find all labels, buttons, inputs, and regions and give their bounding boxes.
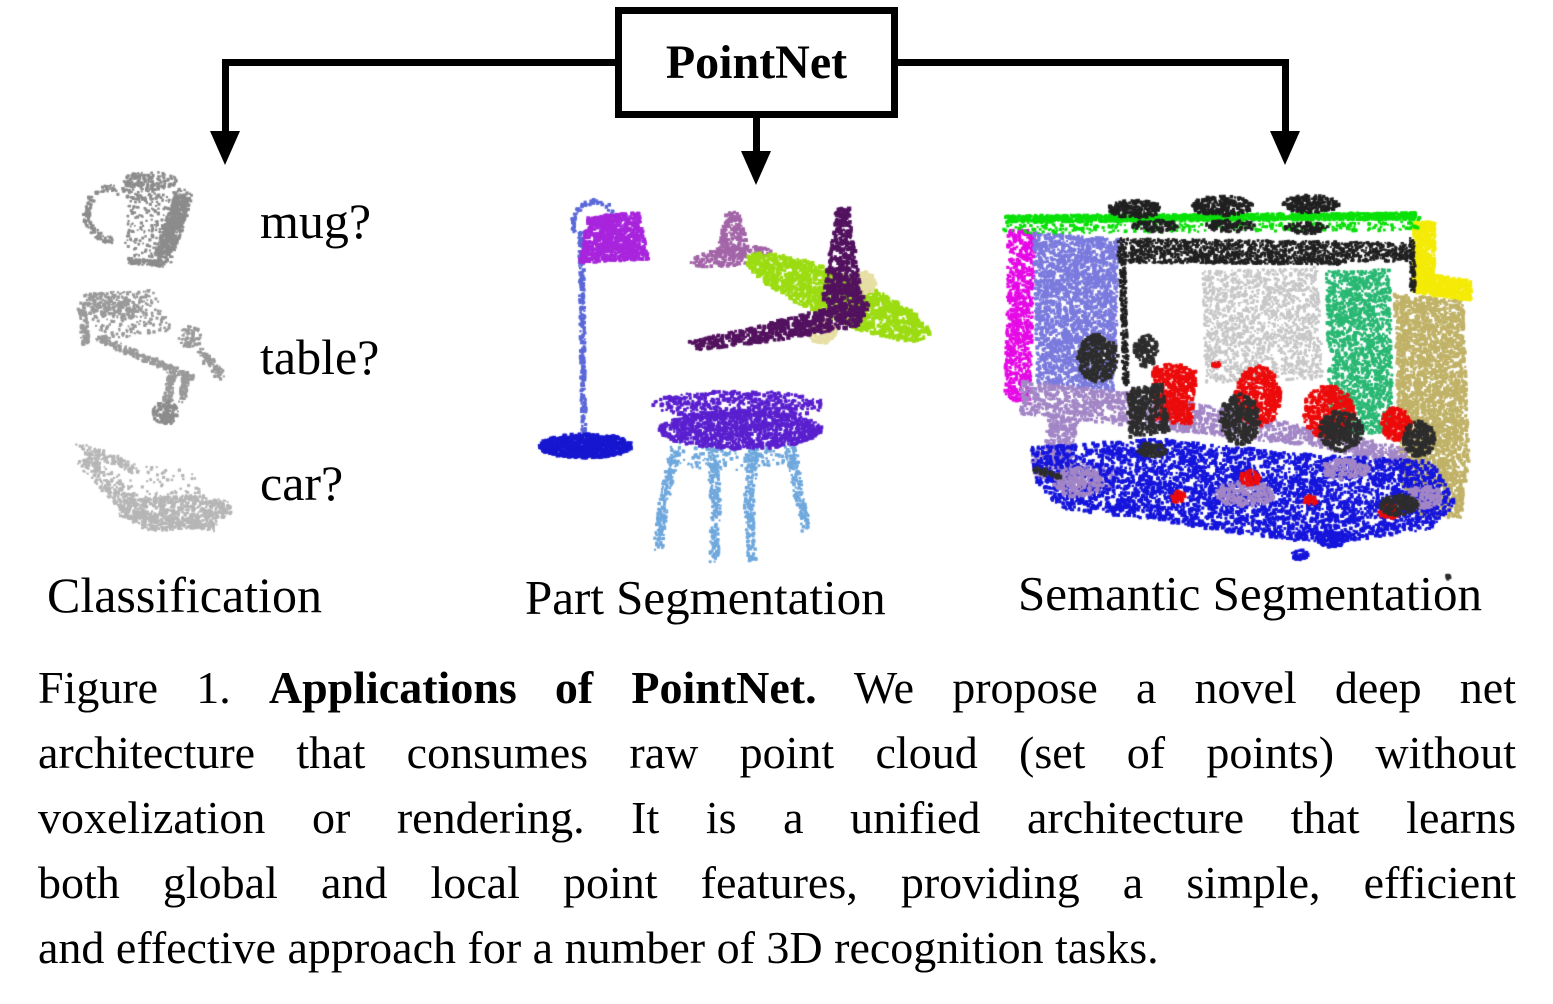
caption-figure-number: Figure 1. [38, 662, 269, 713]
arrow-right-vertical [1282, 59, 1289, 132]
pointnet-box [615, 7, 898, 118]
arrow-right-horizontal [898, 59, 1285, 66]
arrow-right-head-icon [1270, 131, 1300, 165]
arrow-left-head-icon [210, 131, 240, 165]
arrow-left-horizontal [225, 59, 615, 66]
figure-caption [38, 655, 1516, 980]
caption-bold-title: Applications of PointNet. [268, 662, 817, 713]
caption-classification: Classification [47, 567, 322, 623]
caption-line-4: both global and local point features, providing a simple, efficient [38, 857, 1516, 908]
pointnet-label: PointNet [665, 36, 848, 89]
caption-line-1 [38, 655, 1516, 720]
label-mug: mug? [260, 193, 372, 249]
caption-semantic-segmentation: Semantic Segmentation [1018, 566, 1483, 621]
label-car: car? [260, 455, 344, 511]
caption-part-segmentation: Part Segmentation [525, 570, 886, 625]
caption-line-2: architecture that consumes raw point cloud (set of points) without [38, 727, 1516, 778]
caption-line-5: and effective approach for a number of 3D recognition tasks. [38, 922, 1159, 973]
arrow-middle-head-icon [741, 151, 771, 185]
caption-line-1-rest: We propose a novel deep net [816, 662, 1516, 713]
arrow-middle-stem [753, 118, 760, 152]
arrow-left-vertical [222, 59, 229, 132]
caption-line-3: voxelization or rendering. It is a unified architecture that learns [38, 792, 1516, 843]
label-table: table? [260, 329, 380, 385]
